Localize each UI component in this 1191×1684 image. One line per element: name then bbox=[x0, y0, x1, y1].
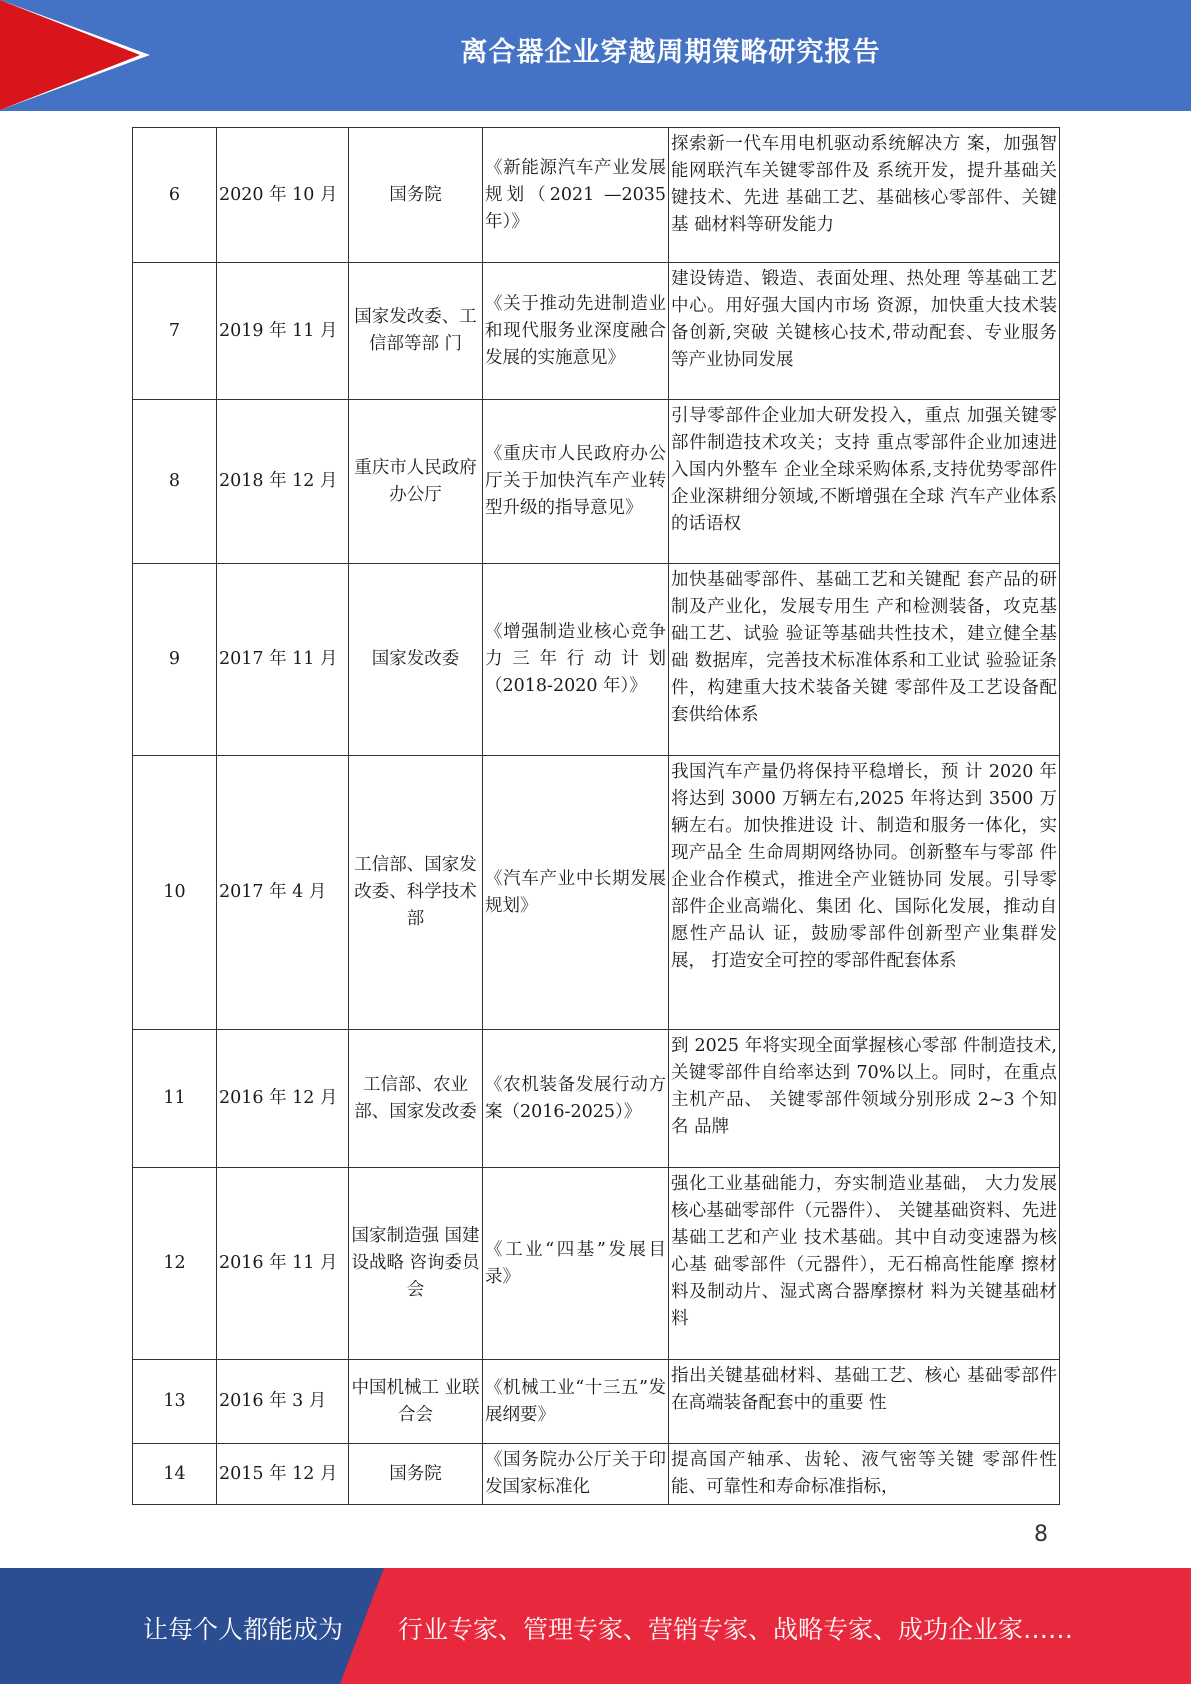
table-row bbox=[133, 1360, 1060, 1444]
row-document: 《农机装备发展行动方案（2016-2025）》 bbox=[483, 1030, 669, 1168]
row-document: 《重庆市人民政府办公厅关于加快汽车产业转型升级的指导意见》 bbox=[483, 400, 669, 564]
row-document: 《机械工业“十三五”发展纲要》 bbox=[483, 1360, 669, 1444]
report-title: 离合器企业穿越周期策略研究报告 bbox=[460, 37, 881, 68]
row-number: 9 bbox=[133, 564, 217, 756]
row-document: 《新能源汽车产业发展规划（2021 —2035 年）》 bbox=[483, 128, 669, 263]
row-date: 2020 年 10 月 bbox=[217, 128, 349, 263]
row-department: 中国机械工 业联合会 bbox=[349, 1360, 483, 1444]
row-document: 《工业“四基”发展目录》 bbox=[483, 1168, 669, 1360]
row-number: 7 bbox=[133, 263, 217, 400]
row-content: 探索新一代车用电机驱动系统解决方 案，加强智能网联汽车关键零部件及 系统开发，提升基础关键技术、先进 基础工艺、基础核心零部件、关键基 础材料等研发能力 bbox=[669, 128, 1060, 263]
table-row bbox=[133, 400, 1060, 564]
row-department: 国家制造强 国建设战略 咨询委员会 bbox=[349, 1168, 483, 1360]
row-number: 8 bbox=[133, 400, 217, 564]
row-content: 到 2025 年将实现全面掌握核心零部 件制造技术,关键零部件自给率达到 70%以上。同时，在重点主机产品、 关键零部件领域分别形成 2~3 个知名 品牌 bbox=[669, 1030, 1060, 1168]
policy-table-body bbox=[133, 128, 1060, 1505]
row-number: 14 bbox=[133, 1444, 217, 1505]
row-document: 《增强制造业核心竞争力三年行动计划（2018-2020 年）》 bbox=[483, 564, 669, 756]
row-date: 2018 年 12 月 bbox=[217, 400, 349, 564]
row-content: 加快基础零部件、基础工艺和关键配 套产品的研制及产业化，发展专用生 产和检测装备，攻克基础工艺、试验 验证等基础共性技术，建立健全基础 数据库，完善技术标准体系和工业试 验验证条件，构建重大技术装备关键 零部件及工艺设备配套供给体系 bbox=[669, 564, 1060, 756]
row-department: 重庆市人民政府办公厅 bbox=[349, 400, 483, 564]
table-row bbox=[133, 263, 1060, 400]
row-content: 建设铸造、锻造、表面处理、热处理 等基础工艺中心。用好强大国内市场 资源，加快重大技术装备创新,突破 关键核心技术,带动配套、专业服务 等产业协同发展 bbox=[669, 263, 1060, 400]
row-number: 12 bbox=[133, 1168, 217, 1360]
row-content: 我国汽车产量仍将保持平稳增长，预 计 2020 年将达到 3000 万辆左右,2025 年将达到 3500 万辆左右。加快推进设 计、制造和服务一体化，实现产品全 生命周期网络协同。创新整车与零部 件企业合作模式，推进全产业链协同 发展。引导零部件企业高端化、集团 化、国际化发展，推动自愿性产品认 证，鼓励零部件创新型产业集群发展， 打造安全可控的零部件配套体系 bbox=[669, 756, 1060, 1030]
row-date: 2017 年 11 月 bbox=[217, 564, 349, 756]
row-department: 国家发改委、工信部等部 门 bbox=[349, 263, 483, 400]
row-document: 《关于推动先进制造业和现代服务业深度融合发展的实施意见》 bbox=[483, 263, 669, 400]
row-date: 2019 年 11 月 bbox=[217, 263, 349, 400]
row-date: 2016 年 12 月 bbox=[217, 1030, 349, 1168]
row-content: 强化工业基础能力，夯实制造业基础， 大力发展核心基础零部件（元器件）、 关键基础资料、先进基础工艺和产业 技术基础。其中自动变速器为核心基 础零部件（元器件），无石棉高性能摩 擦材料及制动片、湿式离合器摩擦材 料为关键基础材料 bbox=[669, 1168, 1060, 1360]
row-date: 2016 年 3 月 bbox=[217, 1360, 349, 1444]
page-number: 8 bbox=[1034, 1522, 1048, 1547]
footer-slogan-right: 行业专家、管理专家、营销专家、战略专家、成功企业家…… bbox=[398, 1615, 1074, 1644]
table-row bbox=[133, 128, 1060, 263]
row-number: 11 bbox=[133, 1030, 217, 1168]
table-row bbox=[133, 1168, 1060, 1360]
page-footer bbox=[0, 1568, 1191, 1684]
row-date: 2016 年 11 月 bbox=[217, 1168, 349, 1360]
table-row bbox=[133, 564, 1060, 756]
table-row bbox=[133, 1030, 1060, 1168]
row-date: 2017 年 4 月 bbox=[217, 756, 349, 1030]
row-date: 2015 年 12 月 bbox=[217, 1444, 349, 1505]
row-content: 指出关键基础材料、基础工艺、核心 基础零部件在高端装备配套中的重要 性 bbox=[669, 1360, 1060, 1444]
policy-table bbox=[132, 127, 1060, 1505]
footer-slogan-left: 让每个人都能成为 bbox=[143, 1615, 344, 1644]
header-chevron-red bbox=[0, 0, 140, 110]
row-content: 引导零部件企业加大研发投入，重点 加强关键零部件制造技术攻关；支持 重点零部件企业加速进入国内外整车 企业全球采购体系,支持优势零部件 企业深耕细分领域,不断增强在全球 汽车产业体系的话语权 bbox=[669, 400, 1060, 564]
row-number: 6 bbox=[133, 128, 217, 263]
table-row bbox=[133, 756, 1060, 1030]
row-department: 工信部、国家发改委、科学技术部 bbox=[349, 756, 483, 1030]
row-content: 提高国产轴承、齿轮、液气密等关键 零部件性能、可靠性和寿命标准指标， bbox=[669, 1444, 1060, 1505]
row-document: 《汽车产业中长期发展规划》 bbox=[483, 756, 669, 1030]
row-number: 10 bbox=[133, 756, 217, 1030]
row-department: 国务院 bbox=[349, 128, 483, 263]
row-number: 13 bbox=[133, 1360, 217, 1444]
row-department: 国务院 bbox=[349, 1444, 483, 1505]
page-header bbox=[0, 0, 1191, 111]
row-department: 国家发改委 bbox=[349, 564, 483, 756]
table-row bbox=[133, 1444, 1060, 1505]
row-department: 工信部、农业部、国家发改委 bbox=[349, 1030, 483, 1168]
row-document: 《国务院办公厅关于印发国家标准化 bbox=[483, 1444, 669, 1505]
